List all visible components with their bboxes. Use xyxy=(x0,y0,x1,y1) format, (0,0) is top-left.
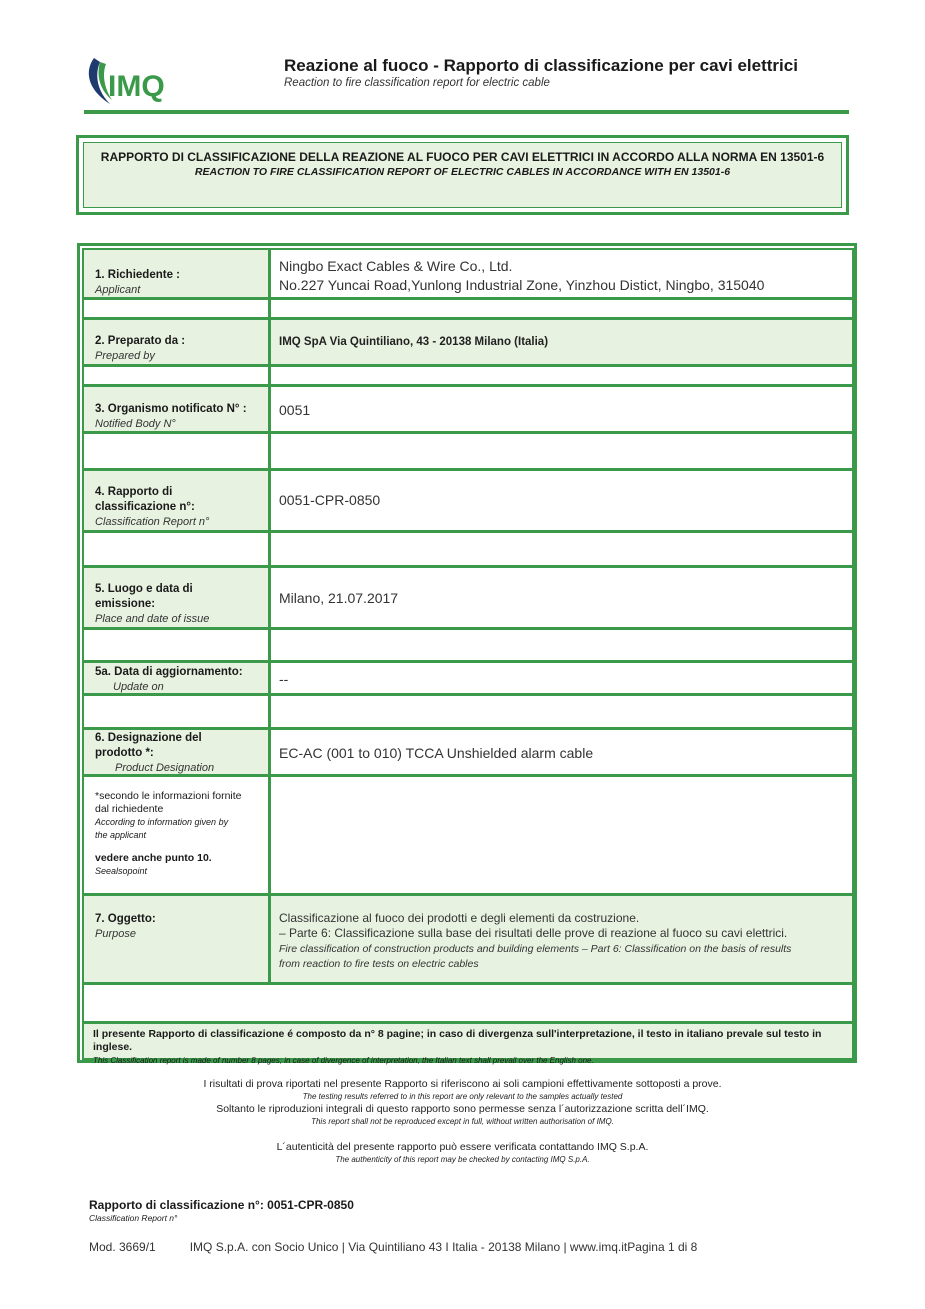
spacer-cell xyxy=(82,432,270,470)
notified-value-cell xyxy=(269,385,854,433)
disclaimer-1-en: The testing results referred to in this report are only relevant to the samples actually tested xyxy=(302,1092,623,1101)
blank-row xyxy=(82,983,854,1023)
note-see-en: Seealsopoint xyxy=(95,866,148,876)
note-en-2: the applicant xyxy=(95,830,147,840)
purpose-label: 7. Oggetto: xyxy=(95,913,156,925)
applicant-label-en: Applicant xyxy=(95,284,141,296)
place-value: Milano, 21.07.2017 xyxy=(279,590,399,606)
place-label-2: emissione: xyxy=(95,598,156,610)
title-banner xyxy=(76,135,849,215)
spacer-cell xyxy=(82,531,270,567)
notified-label-cell xyxy=(82,385,270,433)
notified-label-en: Notified Body N° xyxy=(95,418,176,430)
note-it-2: dal richiedente xyxy=(95,803,164,815)
update-value-cell xyxy=(269,661,854,695)
disclaimer-2: Soltanto le riproduzioni integrali di questo rapporto sono permesse senza l´autorizzazione scritta dell´IMQ. xyxy=(216,1103,709,1115)
header-divider xyxy=(84,110,849,114)
footer-report-title: Rapporto di classificazione n°: 0051-CPR-0850 xyxy=(89,1198,354,1212)
header-subtitle: Reaction to fire classification report for electric cable xyxy=(284,77,550,89)
spacer-cell xyxy=(269,628,854,662)
update-label-en: Update on xyxy=(113,681,164,693)
disclaimer-1: I risultati di prova riportati nel presente Rapporto si riferiscono ai soli campioni effettivamente sottoposti a prove. xyxy=(203,1078,722,1090)
spacer-cell xyxy=(82,298,270,319)
banner-title-en: REACTION TO FIRE CLASSIFICATION REPORT OF ELECTRIC CABLES IN ACCORDANCE WITH EN 13501-6 xyxy=(194,166,731,178)
report-value: 0051-CPR-0850 xyxy=(279,492,381,508)
prepared-value: IMQ SpA Via Quintiliano, 43 - 20138 Milano (Italia) xyxy=(279,336,549,348)
purpose-label-cell xyxy=(82,894,270,984)
applicant-label: 1. Richiedente : xyxy=(95,269,180,281)
update-value: -- xyxy=(279,671,289,687)
place-label-1: 5. Luogo e data di xyxy=(95,583,193,595)
disclaimer-2-en: This report shall not be reproduced except in full, without written authorisation of IMQ. xyxy=(311,1117,614,1126)
note-it-1: *secondo le informazioni fornite xyxy=(95,790,242,802)
note-en-1: According to information given by xyxy=(95,817,229,827)
report-value-cell xyxy=(269,469,854,532)
purpose-en-2: from reaction to fire tests on electric cables xyxy=(279,958,479,970)
note-value-cell xyxy=(269,775,854,895)
notified-value: 0051 xyxy=(279,402,311,418)
update-label: 5a. Data di aggiornamento: xyxy=(95,666,243,678)
spacer-cell xyxy=(269,432,854,470)
applicant-label-cell xyxy=(82,248,270,299)
applicant-name: Ningbo Exact Cables & Wire Co., Ltd. xyxy=(279,258,513,274)
product-label-2: prodotto *: xyxy=(95,747,154,759)
place-label-cell xyxy=(82,566,270,629)
purpose-value-cell xyxy=(269,894,854,984)
composition-it: Il presente Rapporto di classificazione é composto da n° 8 pagine; in caso di divergenza sull'interpretazione, il testo in italiano prevale sul testo in inglese. xyxy=(93,1028,822,1053)
footer-bar xyxy=(89,1240,731,1254)
spacer-cell xyxy=(82,628,270,662)
place-value-cell xyxy=(269,566,854,629)
spacer-cell xyxy=(82,694,270,729)
spacer-cell xyxy=(269,365,854,386)
product-label-1: 6. Designazione del xyxy=(95,732,202,744)
banner-title-it: RAPPORTO DI CLASSIFICAZIONE DELLA REAZIONE AL FUOCO PER CAVI ELETTRICI IN ACCORDO ALLA NORMA EN 13501-6 xyxy=(100,150,825,164)
note-see: vedere anche punto 10. xyxy=(95,852,212,864)
prepared-label-en: Prepared by xyxy=(95,350,155,362)
note-cell xyxy=(82,775,270,895)
product-label-cell xyxy=(82,728,270,776)
purpose-line-2: – Parte 6: Classificazione sulla base dei risultati delle prove di reazione al fuoco su cavi elettrici. xyxy=(279,926,788,940)
header-title: Reazione al fuoco - Rapporto di classificazione per cavi elettrici xyxy=(284,56,798,75)
applicant-value-cell xyxy=(269,248,854,299)
spacer-cell xyxy=(269,694,854,729)
update-label-cell xyxy=(82,661,270,695)
report-label-en: Classification Report n° xyxy=(95,516,210,528)
spacer-cell xyxy=(269,298,854,319)
product-label-en: Product Designation xyxy=(115,762,215,774)
purpose-label-en: Purpose xyxy=(95,928,136,940)
disclaimer-3-en: The authenticity of this report may be checked by contacting IMQ S.p.A. xyxy=(335,1155,590,1164)
spacer-cell xyxy=(269,531,854,567)
report-label-2: classificazione n°: xyxy=(95,501,195,513)
applicant-address: No.227 Yuncai Road,Yunlong Industrial Zone, Yinzhou Distict, Ningbo, 315040 xyxy=(279,277,765,293)
prepared-value-cell xyxy=(269,318,854,366)
prepared-label: 2. Preparato da : xyxy=(95,335,186,347)
product-value-cell xyxy=(269,728,854,776)
place-label-en: Place and date of issue xyxy=(95,613,210,625)
footer-mod: Mod. 3669/1 xyxy=(89,1240,156,1254)
composition-en: This Classification report is made of number 8 pages; in case of divergence of interpretation, the Italian text shall prevail over the English one. xyxy=(93,1056,594,1065)
disclaimer-3: L´autenticità del presente rapporto può essere verificata contattando IMQ S.p.A. xyxy=(276,1141,649,1153)
imq-logo xyxy=(86,54,186,108)
purpose-line-1: Classificazione al fuoco dei prodotti e degli elementi da costruzione. xyxy=(279,911,640,925)
footer-company: IMQ S.p.A. con Socio Unico | Via Quintiliano 43 I Italia - 20138 Milano | www.imq.itPagina 1 di 8 xyxy=(189,1240,698,1254)
report-label-cell xyxy=(82,469,270,532)
notified-label: 3. Organismo notificato N° : xyxy=(95,403,247,415)
report-label-1: 4. Rapporto di xyxy=(95,486,173,498)
logo-text: IMQ xyxy=(108,70,165,103)
prepared-label-cell xyxy=(82,318,270,366)
product-value: EC-AC (001 to 010) TCCA Unshielded alarm cable xyxy=(279,745,594,761)
report-form xyxy=(77,243,857,1063)
footer-report-subtitle: Classification Report n° xyxy=(89,1213,178,1223)
spacer-cell xyxy=(82,365,270,386)
composition-cell xyxy=(82,1022,854,1065)
purpose-en-1: Fire classification of construction products and building elements – Part 6: Classification on the basis of results xyxy=(279,943,792,955)
